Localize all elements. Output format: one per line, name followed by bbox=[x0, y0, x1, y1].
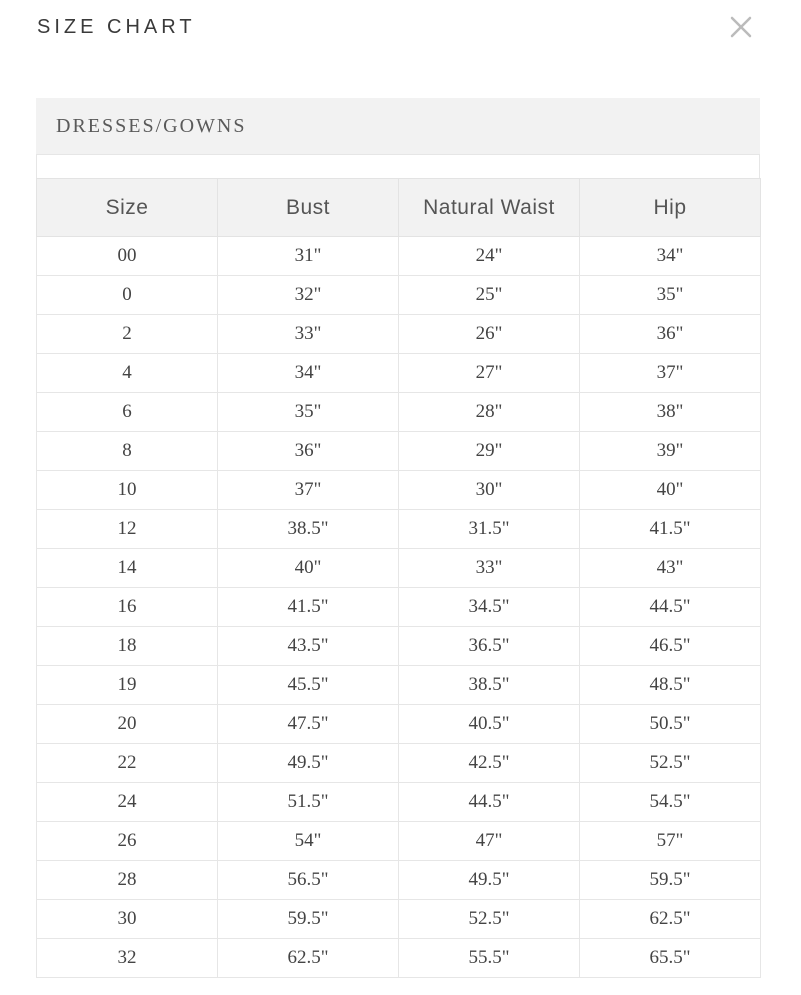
table-row bbox=[37, 276, 761, 315]
cell-bust: 43.5" bbox=[218, 627, 399, 666]
cell-natural-waist: 25" bbox=[399, 276, 580, 315]
table-row bbox=[37, 354, 761, 393]
table-row bbox=[37, 471, 761, 510]
cell-bust: 35" bbox=[218, 393, 399, 432]
cell-bust: 32" bbox=[218, 276, 399, 315]
cell-hip: 37" bbox=[580, 354, 761, 393]
cell-hip: 34" bbox=[580, 237, 761, 276]
cell-hip: 38" bbox=[580, 393, 761, 432]
cell-bust: 34" bbox=[218, 354, 399, 393]
header-hip: Hip bbox=[580, 179, 761, 237]
cell-hip: 46.5" bbox=[580, 627, 761, 666]
cell-natural-waist: 55.5" bbox=[399, 939, 580, 978]
table-row bbox=[37, 744, 761, 783]
table-header bbox=[37, 179, 761, 237]
cell-size: 24 bbox=[37, 783, 218, 822]
cell-size: 26 bbox=[37, 822, 218, 861]
table-row bbox=[37, 900, 761, 939]
cell-bust: 45.5" bbox=[218, 666, 399, 705]
cell-hip: 57" bbox=[580, 822, 761, 861]
cell-bust: 38.5" bbox=[218, 510, 399, 549]
cell-hip: 44.5" bbox=[580, 588, 761, 627]
cell-natural-waist: 49.5" bbox=[399, 861, 580, 900]
cell-size: 10 bbox=[37, 471, 218, 510]
cell-bust: 49.5" bbox=[218, 744, 399, 783]
cell-hip: 52.5" bbox=[580, 744, 761, 783]
cell-hip: 36" bbox=[580, 315, 761, 354]
cell-hip: 59.5" bbox=[580, 861, 761, 900]
cell-size: 6 bbox=[37, 393, 218, 432]
cell-size: 00 bbox=[37, 237, 218, 276]
section-divider bbox=[36, 154, 760, 178]
cell-size: 8 bbox=[37, 432, 218, 471]
cell-size: 20 bbox=[37, 705, 218, 744]
cell-natural-waist: 28" bbox=[399, 393, 580, 432]
cell-natural-waist: 42.5" bbox=[399, 744, 580, 783]
close-button[interactable] bbox=[726, 12, 756, 42]
cell-hip: 39" bbox=[580, 432, 761, 471]
table-row bbox=[37, 393, 761, 432]
table-row bbox=[37, 939, 761, 978]
cell-natural-waist: 36.5" bbox=[399, 627, 580, 666]
cell-natural-waist: 27" bbox=[399, 354, 580, 393]
cell-hip: 41.5" bbox=[580, 510, 761, 549]
table-row bbox=[37, 627, 761, 666]
cell-natural-waist: 52.5" bbox=[399, 900, 580, 939]
cell-natural-waist: 44.5" bbox=[399, 783, 580, 822]
cell-bust: 54" bbox=[218, 822, 399, 861]
cell-size: 18 bbox=[37, 627, 218, 666]
cell-natural-waist: 31.5" bbox=[399, 510, 580, 549]
cell-natural-waist: 34.5" bbox=[399, 588, 580, 627]
table-row bbox=[37, 822, 761, 861]
size-chart-section bbox=[36, 98, 760, 978]
table-row bbox=[37, 666, 761, 705]
cell-natural-waist: 47" bbox=[399, 822, 580, 861]
cell-size: 16 bbox=[37, 588, 218, 627]
table-row bbox=[37, 783, 761, 822]
cell-hip: 48.5" bbox=[580, 666, 761, 705]
section-title: DRESSES/GOWNS bbox=[56, 114, 247, 137]
cell-size: 14 bbox=[37, 549, 218, 588]
cell-natural-waist: 26" bbox=[399, 315, 580, 354]
cell-bust: 40" bbox=[218, 549, 399, 588]
size-table bbox=[36, 178, 761, 978]
header-natural-waist: Natural Waist bbox=[399, 179, 580, 237]
cell-bust: 37" bbox=[218, 471, 399, 510]
cell-bust: 47.5" bbox=[218, 705, 399, 744]
table-row bbox=[37, 588, 761, 627]
cell-size: 2 bbox=[37, 315, 218, 354]
table-row bbox=[37, 705, 761, 744]
table-body bbox=[37, 237, 761, 978]
cell-bust: 31" bbox=[218, 237, 399, 276]
cell-size: 32 bbox=[37, 939, 218, 978]
cell-natural-waist: 30" bbox=[399, 471, 580, 510]
cell-size: 22 bbox=[37, 744, 218, 783]
table-row bbox=[37, 510, 761, 549]
cell-natural-waist: 33" bbox=[399, 549, 580, 588]
cell-hip: 65.5" bbox=[580, 939, 761, 978]
modal-title: SIZE CHART bbox=[37, 16, 196, 38]
cell-natural-waist: 40.5" bbox=[399, 705, 580, 744]
table-row bbox=[37, 861, 761, 900]
cell-bust: 62.5" bbox=[218, 939, 399, 978]
cell-size: 28 bbox=[37, 861, 218, 900]
cell-bust: 36" bbox=[218, 432, 399, 471]
cell-bust: 33" bbox=[218, 315, 399, 354]
cell-size: 12 bbox=[37, 510, 218, 549]
cell-natural-waist: 24" bbox=[399, 237, 580, 276]
section-header bbox=[36, 98, 760, 154]
table-row bbox=[37, 549, 761, 588]
cell-bust: 51.5" bbox=[218, 783, 399, 822]
cell-hip: 35" bbox=[580, 276, 761, 315]
cell-natural-waist: 38.5" bbox=[399, 666, 580, 705]
cell-natural-waist: 29" bbox=[399, 432, 580, 471]
cell-size: 19 bbox=[37, 666, 218, 705]
cell-hip: 50.5" bbox=[580, 705, 761, 744]
close-icon bbox=[726, 12, 756, 42]
table-row bbox=[37, 315, 761, 354]
cell-hip: 54.5" bbox=[580, 783, 761, 822]
header-bust: Bust bbox=[218, 179, 399, 237]
cell-size: 0 bbox=[37, 276, 218, 315]
header-size: Size bbox=[37, 179, 218, 237]
header-row bbox=[37, 179, 761, 237]
cell-size: 30 bbox=[37, 900, 218, 939]
cell-bust: 59.5" bbox=[218, 900, 399, 939]
cell-size: 4 bbox=[37, 354, 218, 393]
cell-hip: 43" bbox=[580, 549, 761, 588]
cell-bust: 41.5" bbox=[218, 588, 399, 627]
cell-hip: 62.5" bbox=[580, 900, 761, 939]
table-row bbox=[37, 237, 761, 276]
cell-bust: 56.5" bbox=[218, 861, 399, 900]
table-row bbox=[37, 432, 761, 471]
cell-hip: 40" bbox=[580, 471, 761, 510]
